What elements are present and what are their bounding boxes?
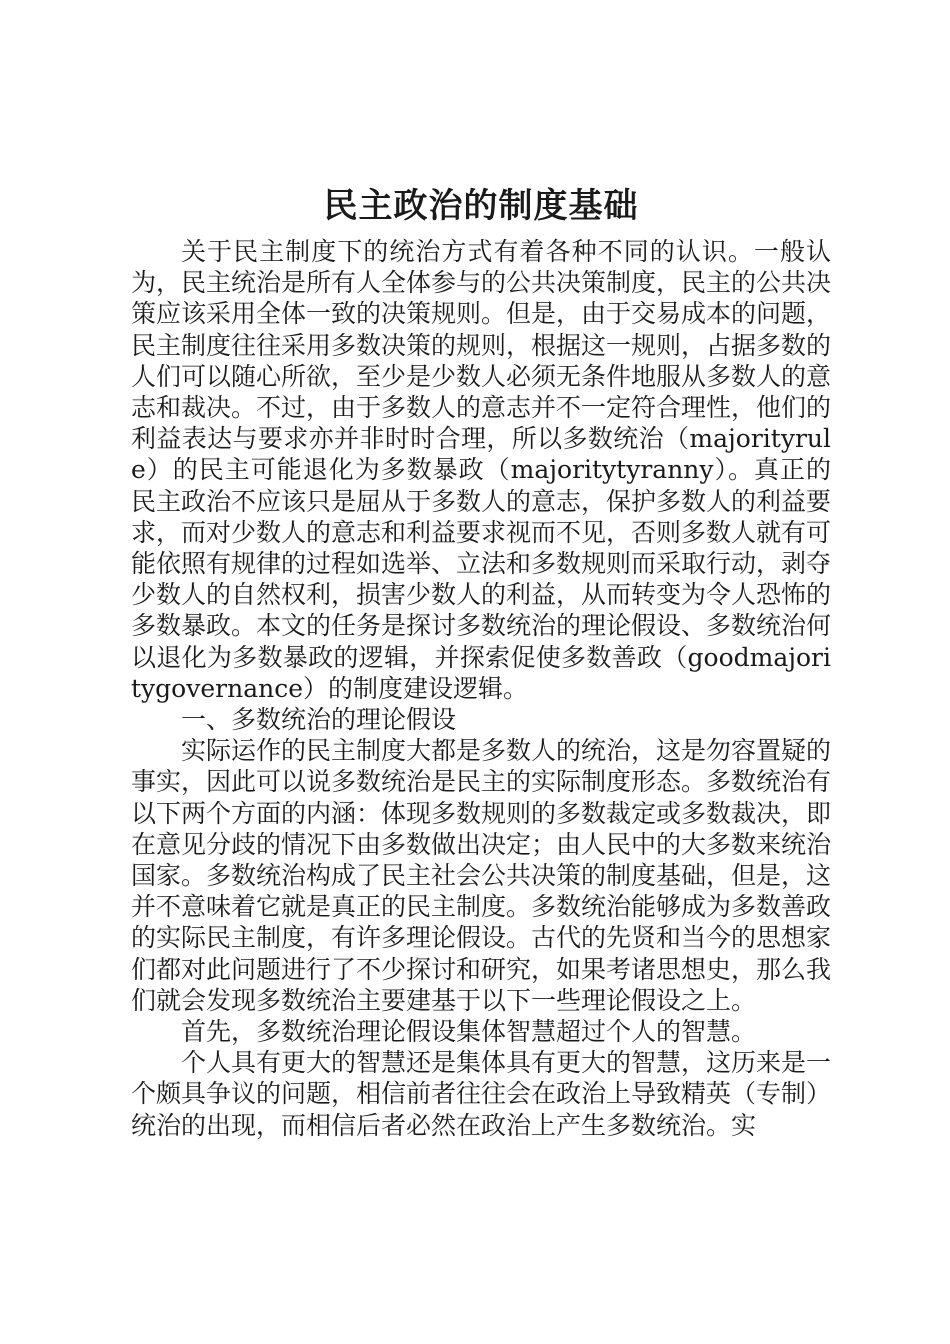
body-paragraph: 实际运作的民主制度大都是多数人的统治，这是勿容置疑的事实，因此可以说多数统治是民主的实际制度形态。多数统治有以下两个方面的内涵：体现多数规则的多数裁定或多数裁决，即在意见分歧的情况下由多数做出决定；由人民中的大多数来统治国家。多数统治构成了民主社会公共决策的制度基础，但是，这并不意味着它就是真正的民主制度。多数统治能够成为多数善政的实际民主制度，有许多理论假设。古代的先贤和当今的思想家们都对此问题进行了不少探讨和研究，如果考诸思想史，那么我们就会发现多数统治主要建基于以下一些理论假设之上。 — [131, 736, 832, 1015]
document-page — [131, 180, 831, 1141]
section-heading: 一、多数统治的理论假设 — [181, 705, 457, 735]
intro-paragraph: 关于民主制度下的统治方式有着各种不同的认识。一般认为，民主统治是所有人全体参与的公共决策制度，民主的公共决策应该采用全体一致的决策规则。但是，由于交易成本的问题，民主制度往往采用多数决策的规则，根据这一规则，占据多数的人们可以随心所欲，至少是少数人必须无条件地服从多数人的意志和裁决。不过，由于多数人的意志并不一定符合理性，他们的利益表达与要求亦并非时时合理，所以多数统治（majorityrule）的民主可能退化为多数暴政（majoritytyranny）。真正的民主政治不应该只是屈从于多数人的意志，保护多数人的利益要求，而对少数人的意志和利益要求视而不见，否则多数人就有可能依照有规律的过程如选举、立法和多数规则而采取行动，剥夺少数人的自然权利，损害少数人的利益，从而转变为令人恐怖的多数暴政。本文的任务是探讨多数统治的理论假设、多数统治何以退化为多数暴政的逻辑，并探索促使多数善政（goodmajoritygovernance）的制度建设逻辑。 — [131, 237, 832, 703]
body-paragraph: 个人具有更大的智慧还是集体具有更大的智慧，这历来是一个颇具争议的问题，相信前者往往会在政治上导致精英（专制）统治的出现，而相信后者必然在政治上产生多数统治。实 — [131, 1048, 832, 1140]
body-paragraph: 首先，多数统治理论假设集体智慧超过个人的智慧。 — [181, 1017, 757, 1047]
document-title: 民主政治的制度基础 — [323, 186, 639, 226]
